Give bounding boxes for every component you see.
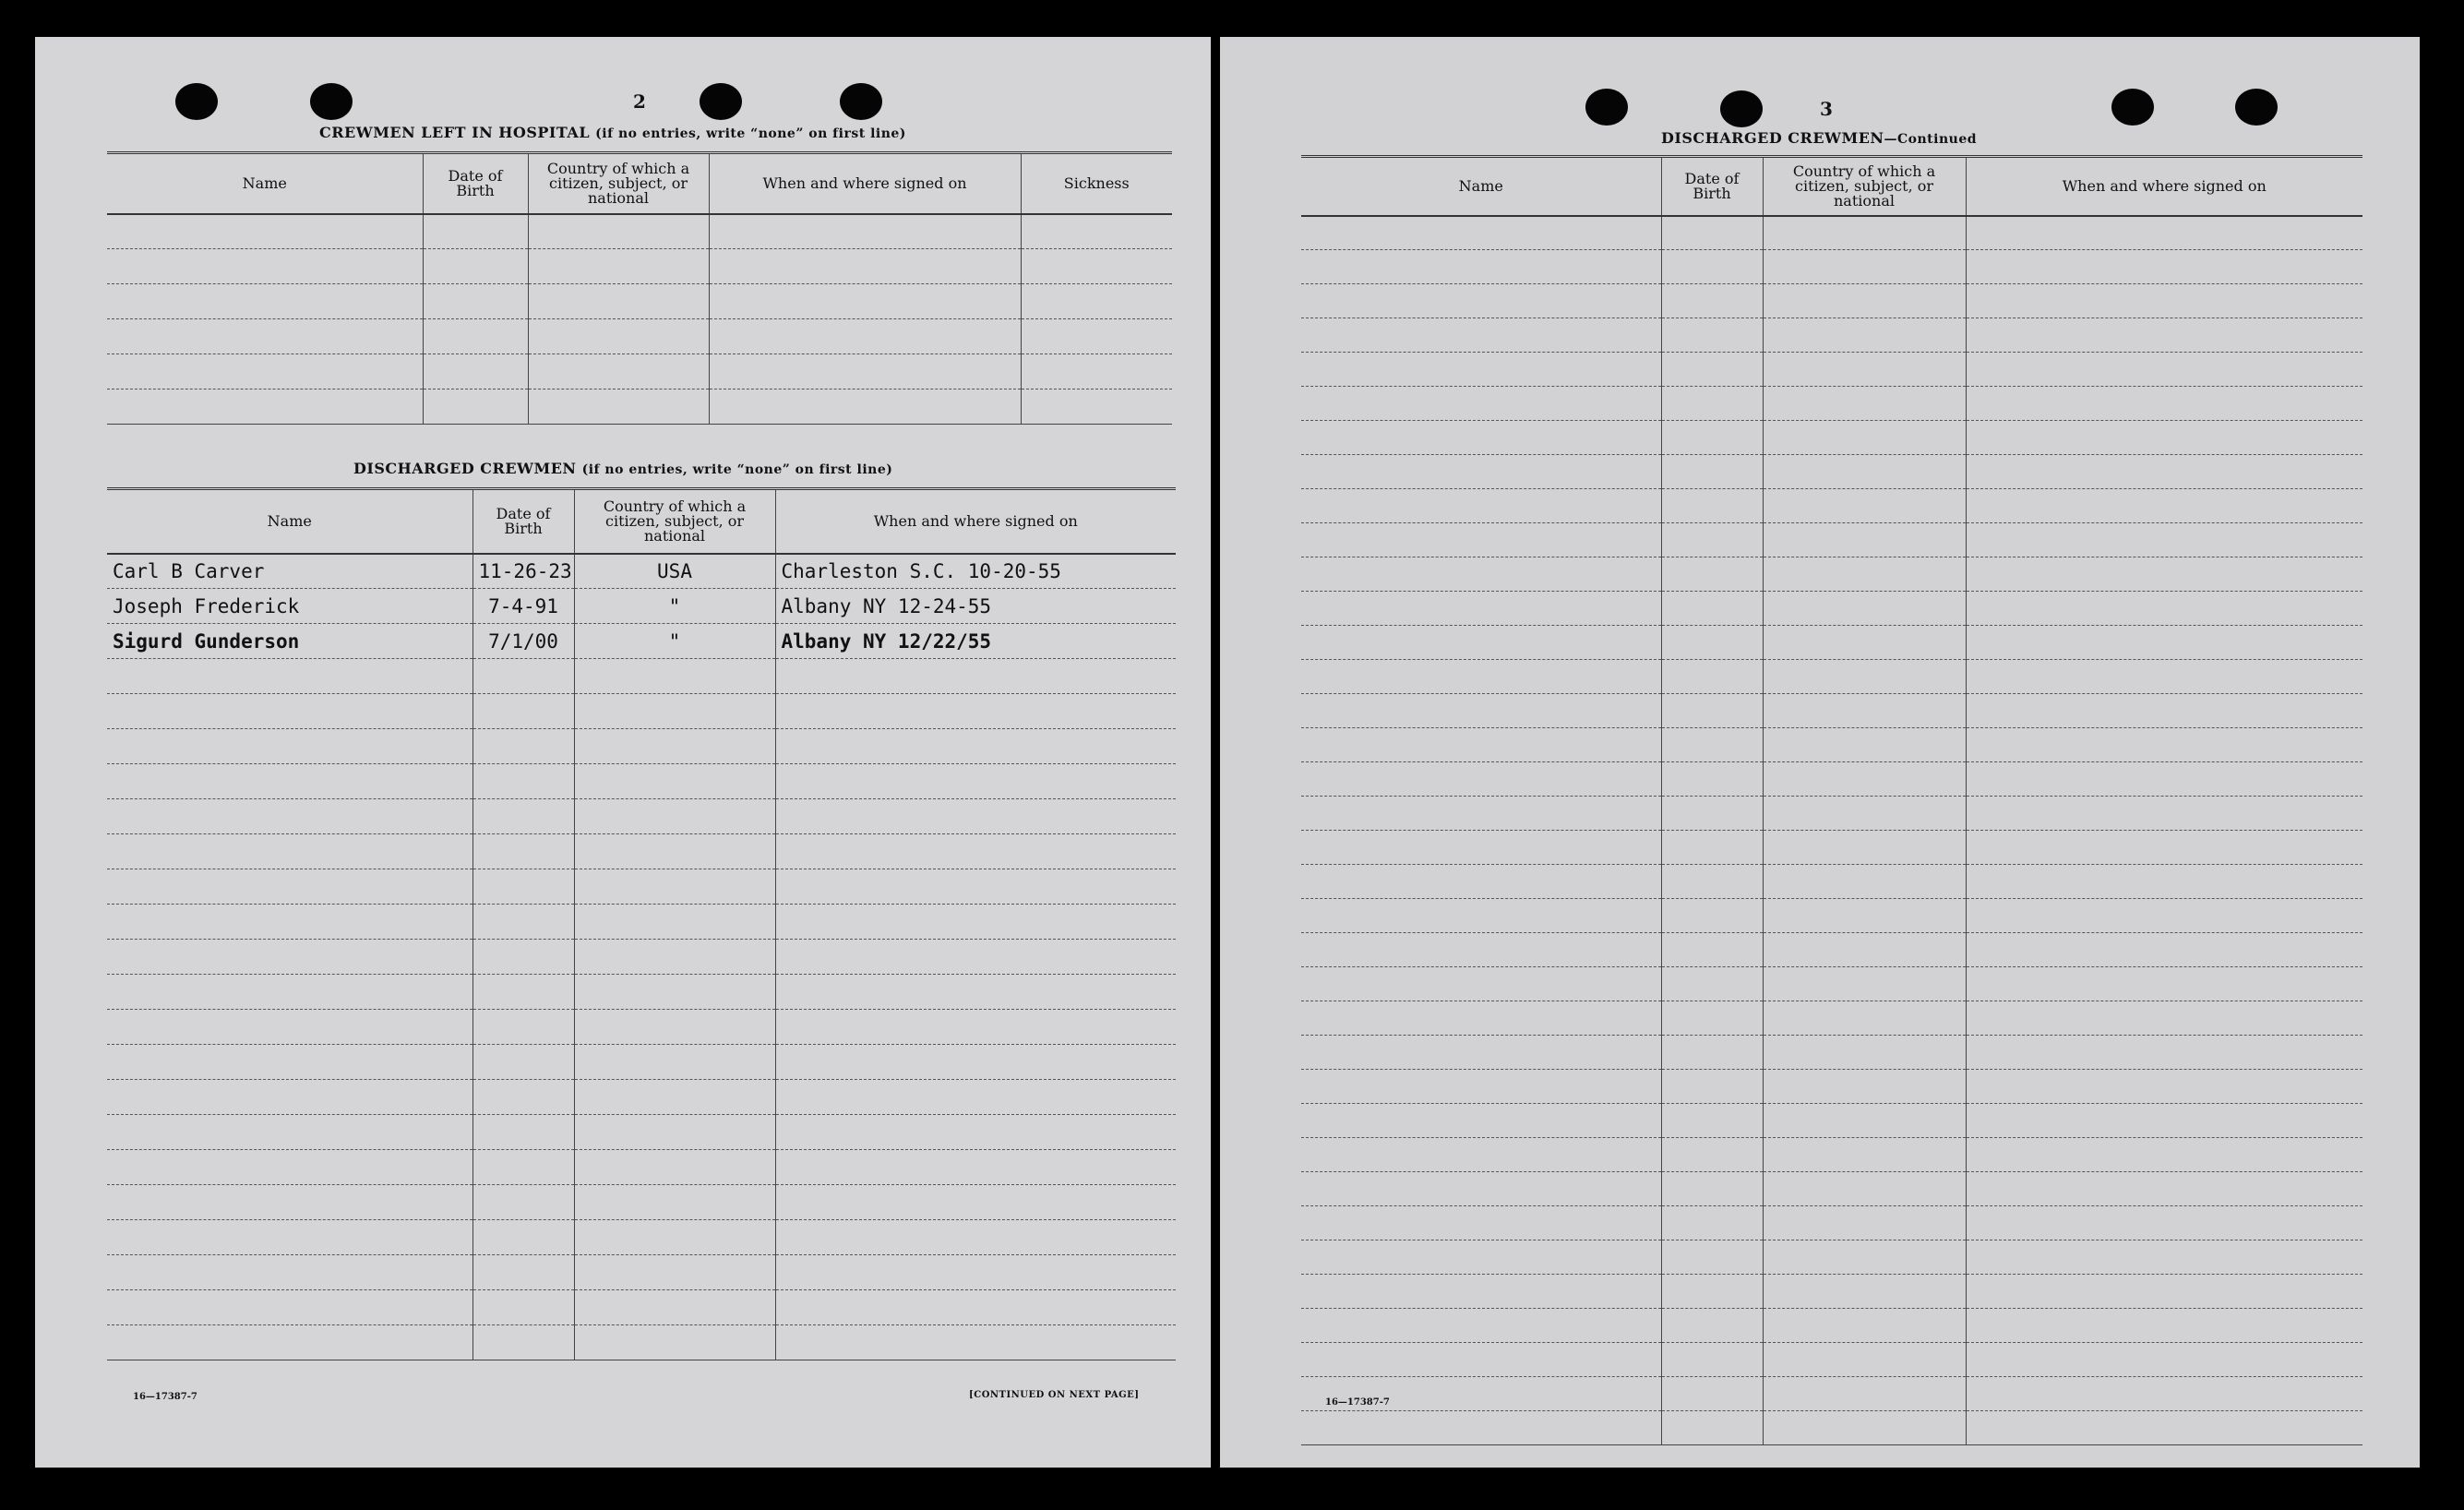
table-row xyxy=(1301,933,2362,967)
table-row xyxy=(107,694,1176,729)
table-row xyxy=(1301,216,2362,250)
table-row xyxy=(1301,865,2362,899)
table-row xyxy=(1301,1104,2362,1138)
table-row xyxy=(1301,353,2362,387)
table-row xyxy=(1301,899,2362,933)
table-row xyxy=(107,1045,1176,1080)
table-row xyxy=(107,975,1176,1010)
discharged-title-text: DISCHARGED CREWMEN xyxy=(353,460,577,477)
table-row xyxy=(107,554,1176,589)
table-row xyxy=(1301,660,2362,694)
hospital-title-text: CREWMEN LEFT IN HOSPITAL xyxy=(319,124,591,141)
punch-hole xyxy=(2111,89,2154,126)
table-row xyxy=(107,319,1172,354)
table-row xyxy=(1301,797,2362,831)
crewman-name: Carl B Carver xyxy=(107,554,472,589)
table-row xyxy=(1301,1138,2362,1172)
column-header-name: Name xyxy=(107,489,472,554)
table-row xyxy=(1301,1377,2362,1411)
crewman-country: " xyxy=(574,589,775,624)
punch-hole xyxy=(175,83,218,120)
column-header-signed-on: When and where signed on xyxy=(775,489,1176,554)
table-row xyxy=(107,764,1176,799)
crewman-dob: 7/1/00 xyxy=(472,624,574,659)
column-header-country: Country of which a citizen, subject, or national xyxy=(574,489,775,554)
table-row xyxy=(1301,1240,2362,1275)
punch-hole xyxy=(310,83,353,120)
column-header-dob: Date of Birth xyxy=(423,153,528,214)
continued-note: [CONTINUED ON NEXT PAGE] xyxy=(969,1390,1140,1400)
table-row xyxy=(1301,1309,2362,1343)
table-row xyxy=(107,1185,1176,1220)
table-row xyxy=(107,354,1172,389)
table-row xyxy=(1301,523,2362,557)
table-row xyxy=(1301,557,2362,592)
form-code: 16—17387-7 xyxy=(133,1392,197,1402)
table-row xyxy=(107,1220,1176,1255)
crewman-signed-on: Albany NY 12/22/55 xyxy=(775,624,1176,659)
column-header-signed-on: When and where signed on xyxy=(1966,157,2362,216)
crewman-name: Sigurd Gunderson xyxy=(107,624,472,659)
table-row xyxy=(1301,284,2362,318)
hospital-instruction: (if no entries, write “none” on first line) xyxy=(595,126,906,141)
table-row xyxy=(1301,1206,2362,1240)
table-row xyxy=(1301,1070,2362,1104)
table-row xyxy=(107,214,1172,249)
crewman-signed-on: Albany NY 12-24-55 xyxy=(775,589,1176,624)
crewman-country: USA xyxy=(574,554,775,589)
table-row xyxy=(1301,1411,2362,1445)
table-row xyxy=(107,1080,1176,1115)
right-page xyxy=(1220,37,2420,1468)
table-row xyxy=(107,589,1176,624)
table-row xyxy=(1301,967,2362,1001)
table-row xyxy=(1301,1036,2362,1070)
hospital-table xyxy=(107,151,1172,425)
table-row xyxy=(107,389,1172,425)
table-row xyxy=(107,1325,1176,1360)
form-code: 16—17387-7 xyxy=(1325,1397,1390,1408)
table-row xyxy=(107,284,1172,319)
table-row xyxy=(107,1115,1176,1150)
crewman-name: Joseph Frederick xyxy=(107,589,472,624)
table-row xyxy=(107,869,1176,905)
punch-hole xyxy=(1720,90,1763,127)
column-header-sickness: Sickness xyxy=(1021,153,1172,214)
table-row xyxy=(107,799,1176,834)
discharged-instruction: (if no entries, write “none” on first line) xyxy=(581,462,893,477)
table-row xyxy=(107,1290,1176,1325)
column-header-name: Name xyxy=(1301,157,1661,216)
discharged-continued-title-text: DISCHARGED CREWMEN xyxy=(1661,129,1884,147)
discharged-table xyxy=(107,487,1176,1360)
table-row xyxy=(1301,489,2362,523)
table-row xyxy=(107,1010,1176,1045)
column-header-signed-on: When and where signed on xyxy=(709,153,1021,214)
table-row xyxy=(107,1150,1176,1185)
table-row xyxy=(107,249,1172,284)
table-row xyxy=(1301,1275,2362,1309)
page-number: 2 xyxy=(633,90,646,113)
crewman-signed-on: Charleston S.C. 10-20-55 xyxy=(775,554,1176,589)
table-row xyxy=(1301,592,2362,626)
table-row xyxy=(107,834,1176,869)
table-row xyxy=(1301,694,2362,728)
punch-hole xyxy=(2235,89,2278,126)
continued-suffix: —Continued xyxy=(1884,132,1978,147)
table-row xyxy=(1301,318,2362,353)
punch-hole xyxy=(1585,89,1628,126)
column-header-dob: Date of Birth xyxy=(1661,157,1763,216)
table-row xyxy=(107,624,1176,659)
table-row xyxy=(1301,421,2362,455)
discharged-section-title xyxy=(353,460,892,477)
column-header-dob: Date of Birth xyxy=(472,489,574,554)
page-number: 3 xyxy=(1820,98,1833,120)
punch-hole xyxy=(700,83,742,120)
column-header-country: Country of which a citizen, subject, or national xyxy=(528,153,709,214)
hospital-section-title xyxy=(319,124,906,141)
punch-hole xyxy=(840,83,882,120)
table-row xyxy=(1301,762,2362,797)
table-row xyxy=(107,1255,1176,1290)
column-header-country: Country of which a citizen, subject, or national xyxy=(1763,157,1966,216)
crewman-dob: 7-4-91 xyxy=(472,589,574,624)
table-row xyxy=(1301,831,2362,865)
table-row xyxy=(1301,1001,2362,1036)
table-row xyxy=(1301,250,2362,284)
table-row xyxy=(1301,455,2362,489)
table-row xyxy=(107,905,1176,940)
table-row xyxy=(107,940,1176,975)
table-row xyxy=(1301,728,2362,762)
crewman-country: " xyxy=(574,624,775,659)
left-page xyxy=(35,37,1211,1468)
column-header-name: Name xyxy=(107,153,423,214)
table-row xyxy=(107,659,1176,694)
crewman-dob: 11-26-23 xyxy=(472,554,574,589)
table-row xyxy=(1301,1172,2362,1206)
table-row xyxy=(1301,387,2362,421)
table-row xyxy=(1301,626,2362,660)
discharged-continued-table xyxy=(1301,155,2362,1445)
discharged-continued-title xyxy=(1661,129,1977,147)
table-row xyxy=(107,729,1176,764)
table-row xyxy=(1301,1343,2362,1377)
